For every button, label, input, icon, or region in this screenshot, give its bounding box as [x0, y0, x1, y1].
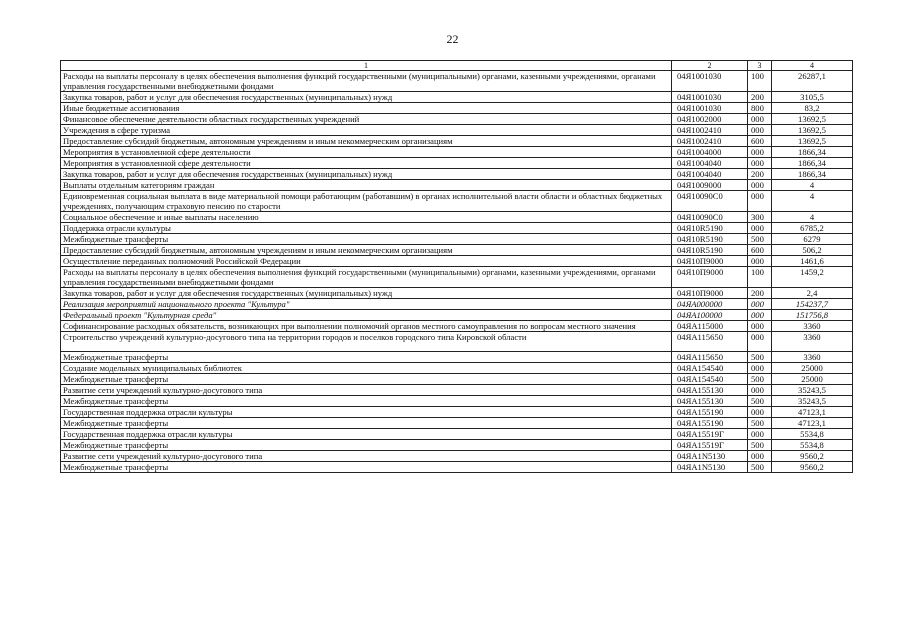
row-code-cell: 04Я1004040: [672, 158, 748, 169]
row-amount-cell: 3360: [772, 352, 853, 363]
table-row: [61, 429, 853, 440]
row-amount-cell: 5534,8: [772, 440, 853, 451]
table-row: [61, 71, 853, 92]
row-amount-cell: 1459,2: [772, 267, 853, 288]
table-row: [61, 451, 853, 462]
row-code-cell: 04Я1002410: [672, 136, 748, 147]
row-name-cell: Единовременная социальная выплата в виде материальной помощи работающим (работавшим) в органах исполнительной власти области и областных бюджетных учреждениях, получающим страховую пенсию по старости: [61, 191, 672, 212]
row-amount-cell: 47123,1: [772, 407, 853, 418]
table-row: [61, 418, 853, 429]
row-amount-cell: 83,2: [772, 103, 853, 114]
row-code-cell: 04ЯА115000: [672, 321, 748, 332]
row-name-cell: Предоставление субсидий бюджетным, автономным учреждениям и иным некоммерческим организациям: [61, 245, 672, 256]
row-code-cell: 04Я1001030: [672, 71, 748, 92]
row-code-cell: 04ЯА1N5130: [672, 451, 748, 462]
row-amount-cell: 6279: [772, 234, 853, 245]
row-amount-cell: 35243,5: [772, 385, 853, 396]
row-kind-cell: 000: [748, 256, 772, 267]
row-kind-cell: 000: [748, 321, 772, 332]
row-kind-cell: 800: [748, 103, 772, 114]
row-kind-cell: 000: [748, 407, 772, 418]
row-amount-cell: 4: [772, 212, 853, 223]
table-row: [61, 332, 853, 352]
row-amount-cell: 3360: [772, 321, 853, 332]
row-kind-cell: 500: [748, 462, 772, 473]
row-kind-cell: 000: [748, 147, 772, 158]
row-kind-cell: 600: [748, 245, 772, 256]
table-row: [61, 223, 853, 234]
table-row: [61, 191, 853, 212]
row-amount-cell: 6785,2: [772, 223, 853, 234]
row-kind-cell: 000: [748, 125, 772, 136]
budget-table: [60, 60, 853, 473]
row-code-cell: 04Я1001030: [672, 103, 748, 114]
row-name-cell: Закупка товаров, работ и услуг для обеспечения государственных (муниципальных) нужд: [61, 288, 672, 299]
row-code-cell: 04ЯА155190: [672, 418, 748, 429]
table-row: [61, 385, 853, 396]
row-kind-cell: 000: [748, 223, 772, 234]
row-name-cell: Расходы на выплаты персоналу в целях обеспечения выполнения функций государственными (муниципальными) органами, казенными учреждениями, органами управления государственными внебюджетными фондами: [61, 267, 672, 288]
row-kind-cell: 000: [748, 363, 772, 374]
row-amount-cell: 3105,5: [772, 92, 853, 103]
row-amount-cell: 506,2: [772, 245, 853, 256]
row-name-cell: Выплаты отдельным категориям граждан: [61, 180, 672, 191]
row-name-cell: Закупка товаров, работ и услуг для обеспечения государственных (муниципальных) нужд: [61, 92, 672, 103]
row-amount-cell: 1866,34: [772, 169, 853, 180]
table-row: [61, 169, 853, 180]
row-code-cell: 04Я10П9000: [672, 267, 748, 288]
table-row: [61, 234, 853, 245]
table-row: [61, 462, 853, 473]
row-kind-cell: 200: [748, 169, 772, 180]
row-amount-cell: 26287,1: [772, 71, 853, 92]
row-name-cell: Осуществление переданных полномочий Российской Федерации: [61, 256, 672, 267]
row-kind-cell: 000: [748, 451, 772, 462]
table-row: [61, 92, 853, 103]
table-row: [61, 212, 853, 223]
table-row: [61, 147, 853, 158]
row-kind-cell: 100: [748, 71, 772, 92]
table-row: [61, 256, 853, 267]
table-row: [61, 180, 853, 191]
page-number: 22: [446, 32, 459, 46]
header-col-2: 2: [672, 61, 748, 71]
row-code-cell: 04Я1004040: [672, 169, 748, 180]
row-kind-cell: 500: [748, 440, 772, 451]
table-row: [61, 310, 853, 321]
header-col-3: 3: [748, 61, 772, 71]
row-kind-cell: 000: [748, 114, 772, 125]
row-kind-cell: 100: [748, 267, 772, 288]
row-code-cell: 04ЯА1N5130: [672, 462, 748, 473]
row-code-cell: 04ЯА15519Г: [672, 440, 748, 451]
row-kind-cell: 200: [748, 92, 772, 103]
row-amount-cell: 1866,34: [772, 158, 853, 169]
row-kind-cell: 000: [748, 299, 772, 310]
table-row: [61, 288, 853, 299]
table-row: [61, 158, 853, 169]
row-code-cell: 04Я10R5190: [672, 223, 748, 234]
row-amount-cell: 9560,2: [772, 462, 853, 473]
row-name-cell: Развитие сети учреждений культурно-досугового типа: [61, 451, 672, 462]
table-row: [61, 114, 853, 125]
row-amount-cell: 25000: [772, 363, 853, 374]
table-row: [61, 407, 853, 418]
row-kind-cell: 600: [748, 136, 772, 147]
row-code-cell: 04Я10R5190: [672, 234, 748, 245]
row-name-cell: Межбюджетные трансферты: [61, 352, 672, 363]
row-name-cell: Межбюджетные трансферты: [61, 234, 672, 245]
row-name-cell: Федеральный проект "Культурная среда": [61, 310, 672, 321]
row-code-cell: 04ЯА15519Г: [672, 429, 748, 440]
row-kind-cell: 500: [748, 234, 772, 245]
row-code-cell: 04ЯА000000: [672, 299, 748, 310]
row-code-cell: 04ЯА154540: [672, 363, 748, 374]
row-name-cell: Поддержка отрасли культуры: [61, 223, 672, 234]
row-kind-cell: 000: [748, 158, 772, 169]
table-row: [61, 352, 853, 363]
row-name-cell: Мероприятия в установленной сфере деятельности: [61, 147, 672, 158]
row-name-cell: Закупка товаров, работ и услуг для обеспечения государственных (муниципальных) нужд: [61, 169, 672, 180]
row-name-cell: Строительство учреждений культурно-досугового типа на территории городов и поселков городского типа Кировской области: [61, 332, 672, 352]
row-name-cell: Мероприятия в установленной сфере деятельности: [61, 158, 672, 169]
row-code-cell: 04ЯА100000: [672, 310, 748, 321]
table-row: [61, 299, 853, 310]
row-amount-cell: 1461,6: [772, 256, 853, 267]
row-amount-cell: 13692,5: [772, 125, 853, 136]
row-kind-cell: 000: [748, 332, 772, 352]
row-code-cell: 04ЯА155130: [672, 385, 748, 396]
row-amount-cell: 35243,5: [772, 396, 853, 407]
header-col-1: 1: [61, 61, 672, 71]
row-kind-cell: 000: [748, 385, 772, 396]
row-code-cell: 04Я1001030: [672, 92, 748, 103]
row-name-cell: Софинансирование расходных обязательств, возникающих при выполнении полномочий органов местного самоуправления по вопросам местного значения: [61, 321, 672, 332]
row-name-cell: Межбюджетные трансферты: [61, 374, 672, 385]
row-code-cell: 04ЯА154540: [672, 374, 748, 385]
row-name-cell: Межбюджетные трансферты: [61, 418, 672, 429]
row-kind-cell: 500: [748, 374, 772, 385]
row-name-cell: Финансовое обеспечение деятельности областных государственных учреждений: [61, 114, 672, 125]
row-kind-cell: 500: [748, 396, 772, 407]
row-code-cell: 04Я10090С0: [672, 191, 748, 212]
row-name-cell: Реализация мероприятий национального проекта "Культура": [61, 299, 672, 310]
row-code-cell: 04Я1009000: [672, 180, 748, 191]
row-name-cell: Предоставление субсидий бюджетным, автономным учреждениям и иным некоммерческим организациям: [61, 136, 672, 147]
row-kind-cell: 000: [748, 180, 772, 191]
row-kind-cell: 500: [748, 418, 772, 429]
row-name-cell: Расходы на выплаты персоналу в целях обеспечения выполнения функций государственными (муниципальными) органами, казенными учреждениями, органами управления государственными внебюджетными фондами: [61, 71, 672, 92]
row-name-cell: Межбюджетные трансферты: [61, 462, 672, 473]
row-amount-cell: 13692,5: [772, 114, 853, 125]
table-row: [61, 321, 853, 332]
table-row: [61, 440, 853, 451]
row-amount-cell: 2,4: [772, 288, 853, 299]
row-code-cell: 04Я10П9000: [672, 256, 748, 267]
row-name-cell: Социальное обеспечение и иные выплаты населению: [61, 212, 672, 223]
row-kind-cell: 200: [748, 288, 772, 299]
table-row: [61, 136, 853, 147]
table-row: [61, 363, 853, 374]
header-col-4: 4: [772, 61, 853, 71]
row-code-cell: 04Я10П9000: [672, 288, 748, 299]
table-header-row: [61, 61, 853, 71]
row-amount-cell: 1866,34: [772, 147, 853, 158]
row-amount-cell: 47123,1: [772, 418, 853, 429]
table-row: [61, 103, 853, 114]
table-row: [61, 125, 853, 136]
row-kind-cell: 300: [748, 212, 772, 223]
row-amount-cell: 13692,5: [772, 136, 853, 147]
row-name-cell: Иные бюджетные ассигнования: [61, 103, 672, 114]
table-body: [61, 71, 853, 473]
row-amount-cell: 151756,8: [772, 310, 853, 321]
row-amount-cell: 154237,7: [772, 299, 853, 310]
row-amount-cell: 4: [772, 180, 853, 191]
table-row: [61, 267, 853, 288]
row-name-cell: Развитие сети учреждений культурно-досугового типа: [61, 385, 672, 396]
row-code-cell: 04Я1002000: [672, 114, 748, 125]
table-row: [61, 374, 853, 385]
row-code-cell: 04Я1002410: [672, 125, 748, 136]
row-code-cell: 04Я10R5190: [672, 245, 748, 256]
row-amount-cell: 3360: [772, 332, 853, 352]
row-code-cell: 04Я1004000: [672, 147, 748, 158]
row-amount-cell: 5534,8: [772, 429, 853, 440]
row-name-cell: Государственная поддержка отрасли культуры: [61, 407, 672, 418]
row-name-cell: Создание модельных муниципальных библиотек: [61, 363, 672, 374]
row-amount-cell: 9560,2: [772, 451, 853, 462]
row-code-cell: 04ЯА115650: [672, 332, 748, 352]
row-amount-cell: 25000: [772, 374, 853, 385]
row-kind-cell: 000: [748, 310, 772, 321]
row-name-cell: Учреждения в сфере туризма: [61, 125, 672, 136]
table-row: [61, 245, 853, 256]
row-code-cell: 04ЯА115650: [672, 352, 748, 363]
table-row: [61, 396, 853, 407]
row-code-cell: 04Я10090С0: [672, 212, 748, 223]
row-amount-cell: 4: [772, 191, 853, 212]
row-code-cell: 04ЯА155190: [672, 407, 748, 418]
row-kind-cell: 000: [748, 191, 772, 212]
row-name-cell: Государственная поддержка отрасли культуры: [61, 429, 672, 440]
row-code-cell: 04ЯА155130: [672, 396, 748, 407]
row-kind-cell: 000: [748, 429, 772, 440]
row-kind-cell: 500: [748, 352, 772, 363]
row-name-cell: Межбюджетные трансферты: [61, 396, 672, 407]
row-name-cell: Межбюджетные трансферты: [61, 440, 672, 451]
